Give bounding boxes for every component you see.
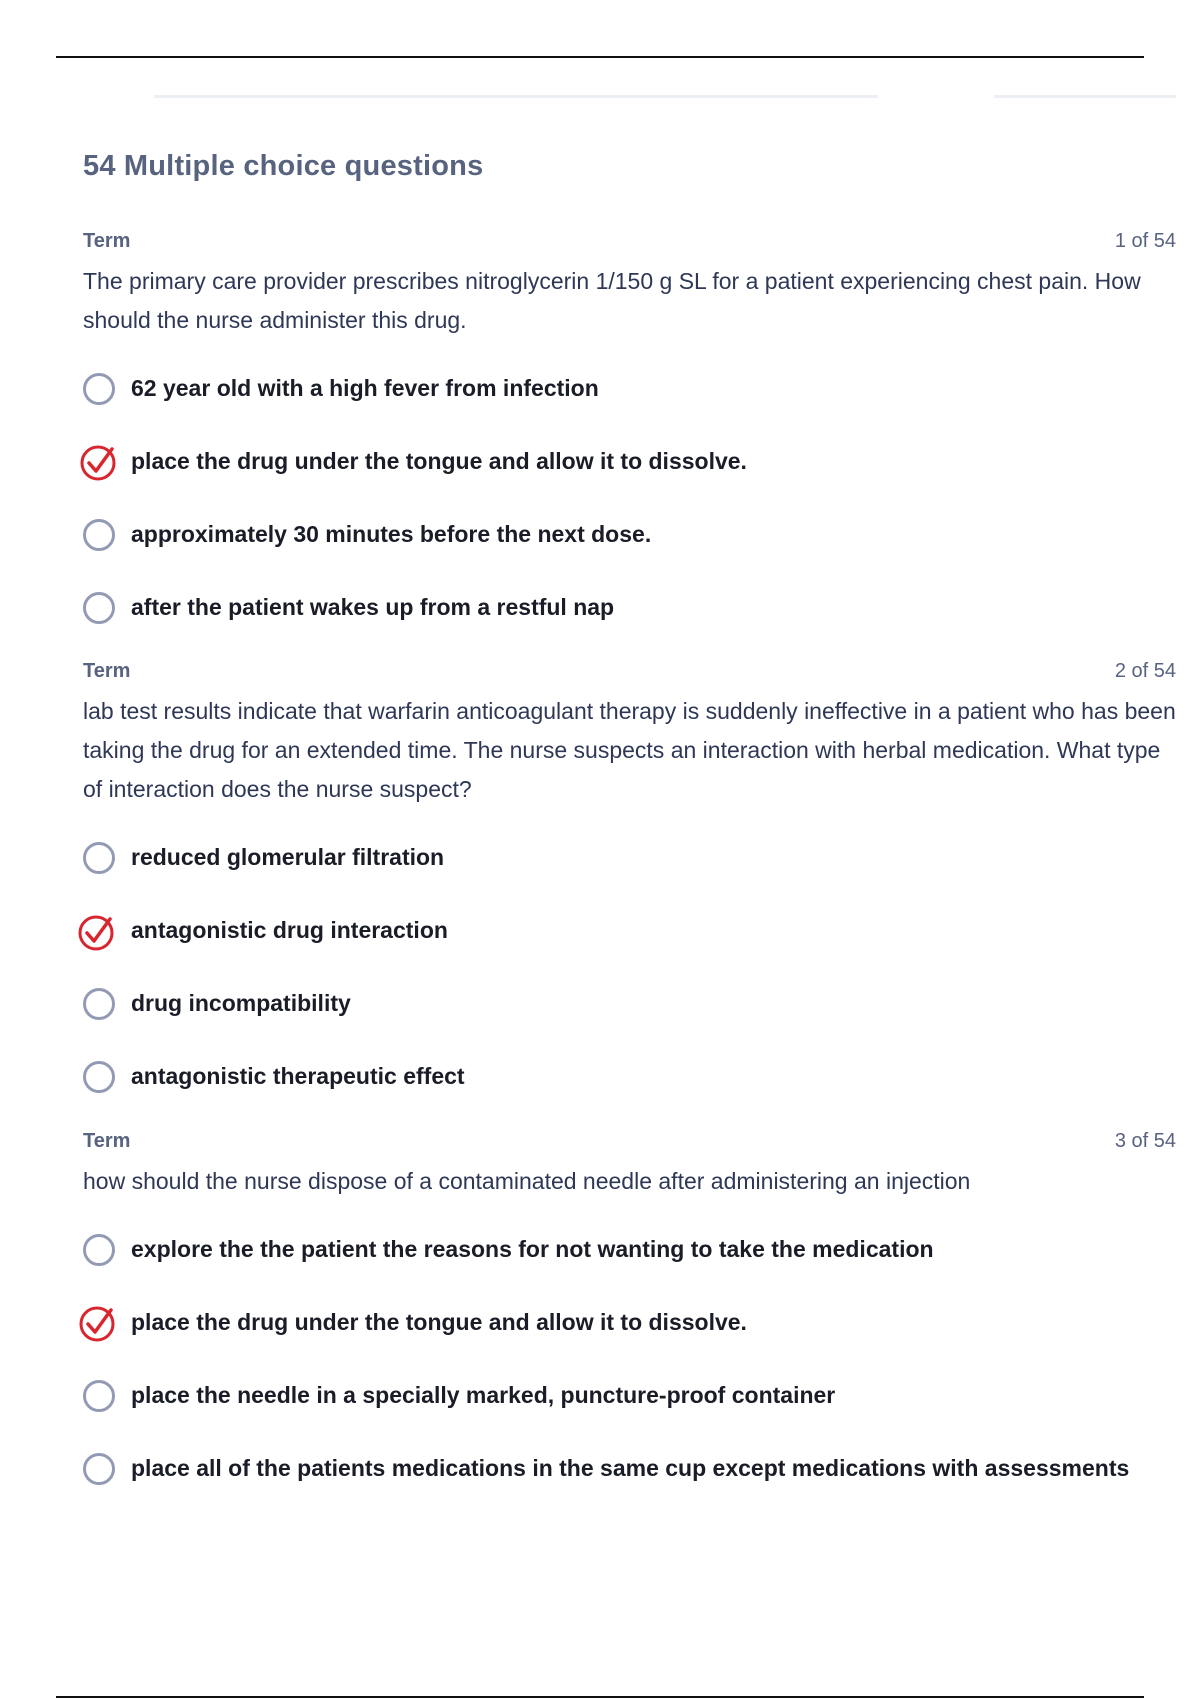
radio-circle-icon[interactable] [83, 1234, 115, 1266]
answer-option-label: after the patient wakes up from a restful nap [131, 594, 615, 620]
answer-option-label: place all of the patients medications in the same cup except medications with assessments [131, 1455, 1130, 1481]
question-counter: 2 of 54 [1114, 659, 1176, 682]
question-header [83, 656, 1176, 686]
answer-option-label: place the drug under the tongue and allow it to dissolve. [131, 1309, 747, 1335]
answer-option-selected[interactable] [83, 894, 1176, 967]
question-card-1 [83, 226, 1176, 644]
question-header [83, 1126, 1176, 1156]
answer-option-label: place the needle in a specially marked, puncture-proof container [131, 1382, 836, 1408]
faint-divider-right [994, 95, 1176, 98]
radio-circle-icon[interactable] [83, 373, 115, 405]
radio-circle-icon[interactable] [83, 519, 115, 551]
term-label: Term [83, 659, 131, 682]
answer-option[interactable] [83, 1213, 1176, 1286]
question-card-3 [83, 1126, 1176, 1505]
answer-option[interactable] [83, 498, 1176, 571]
radio-circle-icon[interactable] [83, 1453, 115, 1485]
answer-option-label: antagonistic drug interaction [131, 917, 448, 943]
question-text: how should the nurse dispose of a contaminated needle after administering an injection [83, 1168, 971, 1194]
answer-option-selected[interactable] [83, 425, 1176, 498]
question-card-2 [83, 656, 1176, 1113]
top-divider [56, 56, 1144, 58]
term-label: Term [83, 229, 131, 252]
red-check-circle-icon[interactable] [77, 441, 119, 483]
answer-option-label: reduced glomerular filtration [131, 844, 445, 870]
term-label: Term [83, 1129, 131, 1152]
answer-option[interactable] [83, 1432, 1176, 1505]
answer-option[interactable] [83, 967, 1176, 1040]
question-counter: 1 of 54 [1114, 229, 1176, 252]
answer-option-label: approximately 30 minutes before the next dose. [131, 521, 652, 547]
answer-option[interactable] [83, 1040, 1176, 1113]
answer-options [83, 1213, 1176, 1505]
question-text: lab test results indicate that warfarin anticoagulant therapy is suddenly ineffective in a patient who has been taking the drug for an extended time. The nurse suspects an interaction with herbal medication. What type of interaction does the nurse suspect? [83, 698, 1176, 802]
radio-circle-icon[interactable] [83, 1061, 115, 1093]
page-title: 54 Multiple choice questions [83, 150, 484, 182]
red-check-circle-icon[interactable] [77, 910, 119, 952]
answer-options [83, 352, 1176, 644]
answer-option[interactable] [83, 352, 1176, 425]
answer-option-label: antagonistic therapeutic effect [131, 1063, 465, 1089]
question-counter: 3 of 54 [1114, 1129, 1176, 1152]
question-header [83, 226, 1176, 256]
answer-option[interactable] [83, 821, 1176, 894]
answer-option-label: 62 year old with a high fever from infection [131, 375, 599, 401]
radio-circle-icon[interactable] [83, 988, 115, 1020]
answer-option-label: explore the the patient the reasons for not wanting to take the medication [131, 1236, 934, 1262]
red-check-circle-icon[interactable] [77, 1302, 119, 1344]
answer-option[interactable] [83, 1359, 1176, 1432]
radio-circle-icon[interactable] [83, 1380, 115, 1412]
radio-circle-icon[interactable] [83, 842, 115, 874]
faint-divider-left [154, 95, 878, 98]
radio-circle-icon[interactable] [83, 592, 115, 624]
bottom-divider [56, 1696, 1144, 1698]
answer-option[interactable] [83, 571, 1176, 644]
answer-option-selected[interactable] [83, 1286, 1176, 1359]
answer-option-label: drug incompatibility [131, 990, 351, 1016]
question-text: The primary care provider prescribes nitroglycerin 1/150 g SL for a patient experiencing chest pain. How should the nurse administer this drug. [83, 268, 1141, 333]
answer-options [83, 821, 1176, 1113]
answer-option-label: place the drug under the tongue and allow it to dissolve. [131, 448, 747, 474]
